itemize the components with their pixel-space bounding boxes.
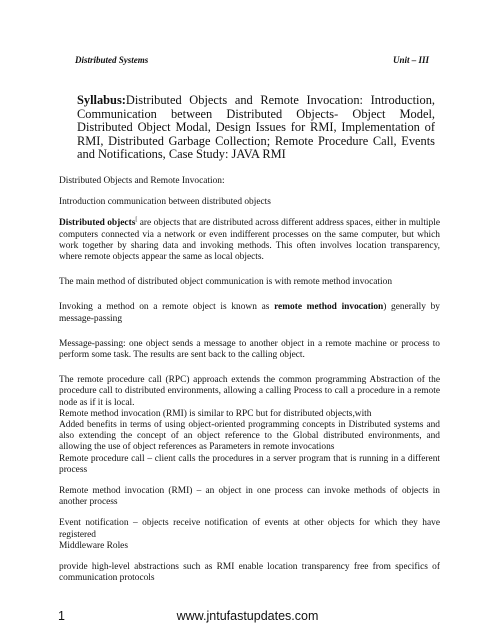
page-header bbox=[75, 55, 429, 65]
rpc-paragraph: The remote procedure call (RPC) approach extends the common programming Abstraction of the procedure call to distributed environments, allowing a calling Process to call a procedure in a remote node as if it is local. bbox=[59, 375, 440, 408]
intro-line: Introduction communication between distributed objects bbox=[59, 197, 271, 208]
message-passing-paragraph: Message-passing: one object sends a message to another object in a remote machine or process to perform some task. The results are sent back to the calling object. bbox=[59, 338, 440, 361]
reference-marker: [ bbox=[135, 217, 138, 224]
syllabus-label: Syllabus: bbox=[77, 93, 126, 107]
invoking-paragraph: Invoking a method on a remote object is known as remote method invocation) generally by message-passing bbox=[59, 302, 440, 324]
rmi-term: remote method invocation bbox=[274, 302, 384, 313]
benefits-paragraph: Added benefits in terms of using object-oriented programming concepts in Distributed systems and also extending the concept of an object reference to the Global distributed environments, and allowing the use of object references as Parameters in remote invocations bbox=[59, 420, 440, 453]
event-notification-paragraph: Event notification – objects receive notification of events at other objects for which they have registered bbox=[59, 518, 440, 540]
section-title: Distributed Objects and Remote Invocation: bbox=[59, 176, 225, 186]
page-number: 1 bbox=[58, 609, 65, 623]
distributed-objects-paragraph: Distributed objects[ are objects that are distributed across different address spaces, either in multiple computers connected via a network or even indifferent processes on the same computer, but which work together by sharing data and invoking methods. This often involves location transparency, where remote objects appear the same as local objects. bbox=[59, 217, 440, 263]
footer-url: www.jntufastupdates.com bbox=[176, 609, 319, 623]
middleware-roles-line: Middleware Roles bbox=[59, 540, 128, 551]
rmi-similar-line: Remote method invocation (RMI) is similar to RPC but for distributed objects,with bbox=[59, 408, 372, 419]
main-content bbox=[59, 176, 440, 584]
rpc-client-line: Remote procedure call – client calls the procedures in a server program that is running in a different process bbox=[59, 453, 440, 475]
header-course-title: Distributed Systems bbox=[75, 55, 149, 65]
distributed-objects-term: Distributed objects bbox=[59, 218, 136, 229]
abstractions-paragraph: provide high-level abstractions such as RMI enable location transparency free from specifics of communication protocols bbox=[59, 562, 440, 584]
header-unit: Unit – III bbox=[392, 55, 429, 65]
syllabus-text: Distributed Objects and Remote Invocation: Introduction, Communication between Distributed Objects- Object Model, Distributed Object Modal, Design Issues for RMI, Implementation of RMI, Distributed Garbage Collection; Remote Procedure Call, Events and Notifications, Case Study: JAVA RMI bbox=[77, 93, 435, 162]
main-method-paragraph: The main method of distributed object communication is with remote method invocation bbox=[59, 277, 393, 288]
rmi-definition-paragraph: Remote method invocation (RMI) – an object in one process can invoke methods of objects in another process bbox=[59, 486, 440, 508]
syllabus-block bbox=[77, 94, 435, 162]
